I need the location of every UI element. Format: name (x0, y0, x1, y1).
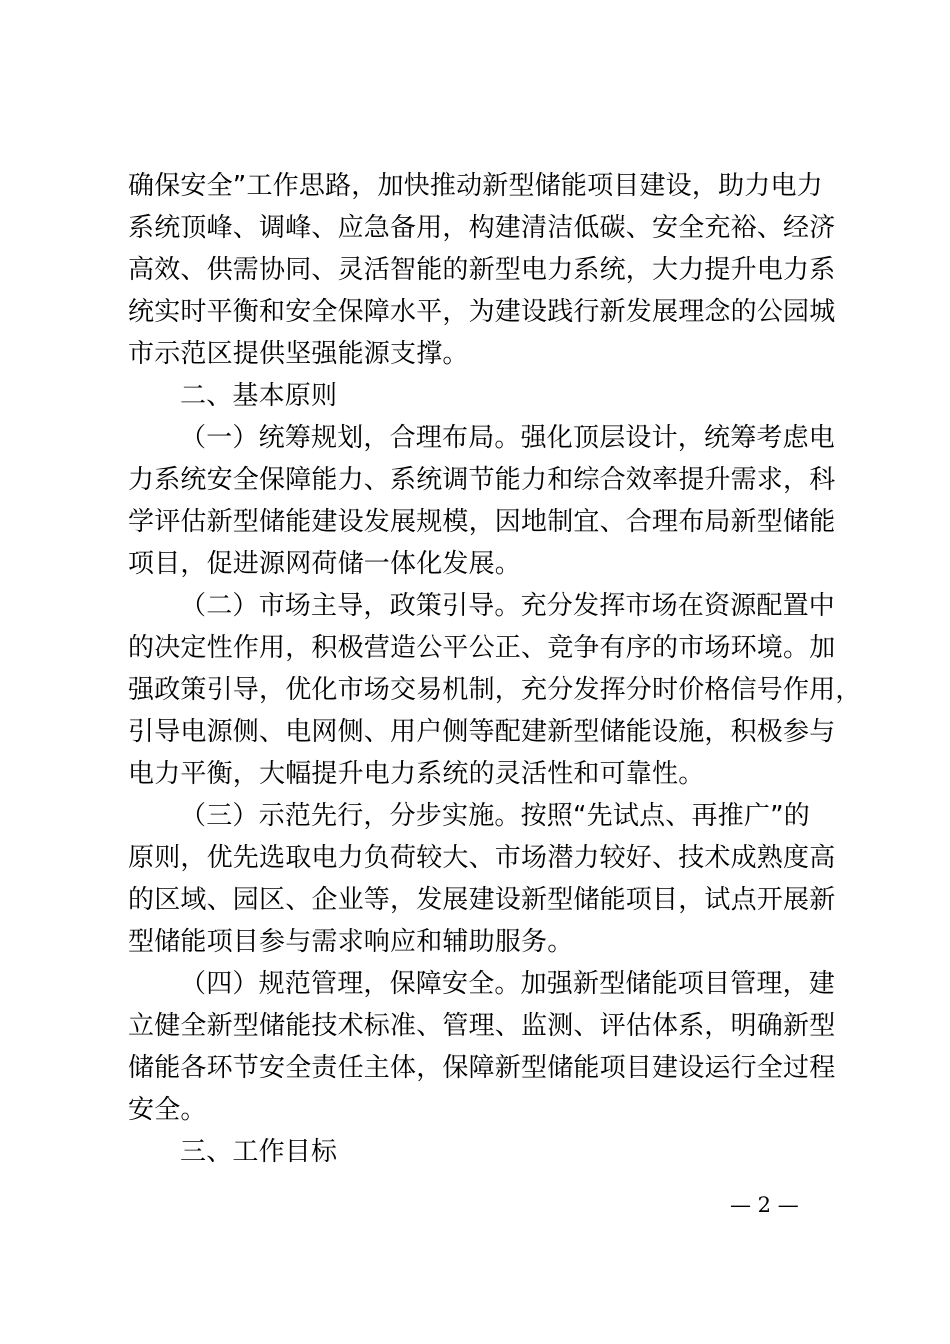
text-line: 系统顶峰、调峰、应急备用，构建清洁低碳、安全充裕、经济 (128, 213, 836, 243)
page-number: — 2 — (730, 1193, 799, 1217)
text-line: 型储能项目参与需求响应和辅助服务。 (128, 927, 574, 957)
text-line: 项目，促进源网荷储一体化发展。 (128, 549, 522, 579)
text-line: （二）市场主导，政策引导。充分发挥市场在资源配置中 (180, 591, 836, 621)
text-line: 力系统安全保障能力、系统调节能力和综合效率提升需求，科 (128, 465, 836, 495)
text-line: 确保安全”工作思路，加快推动新型储能项目建设，助力电力 (128, 171, 823, 201)
text-line: 强政策引导，优化市场交易机制，充分发挥分时价格信号作用， (128, 675, 862, 705)
section-heading-work-goals: 三、工作目标 (180, 1137, 338, 1167)
text-line: 原则，优先选取电力负荷较大、市场潜力较好、技术成熟度高 (128, 843, 836, 873)
text-line: （一）统筹规划，合理布局。强化顶层设计，统筹考虑电 (180, 423, 836, 453)
text-line: 市示范区提供坚强能源支撑。 (128, 339, 469, 369)
text-line: 统实时平衡和安全保障水平，为建设践行新发展理念的公园城 (128, 297, 836, 327)
text-line: 储能各环节安全责任主体，保障新型储能项目建设运行全过程 (128, 1053, 836, 1083)
text-line: 安全。 (128, 1095, 207, 1125)
text-line: 的区域、园区、企业等，发展建设新型储能项目，试点开展新 (128, 885, 836, 915)
section-heading-basic-principles: 二、基本原则 (180, 381, 338, 411)
text-line: （四）规范管理，保障安全。加强新型储能项目管理，建 (180, 969, 836, 999)
text-line: 学评估新型储能建设发展规模，因地制宜、合理布局新型储能 (128, 507, 836, 537)
text-line: （三）示范先行，分步实施。按照“先试点、再推广”的 (180, 801, 810, 831)
text-line: 引导电源侧、电网侧、用户侧等配建新型储能设施，积极参与 (128, 717, 836, 747)
text-line: 高效、供需协同、灵活智能的新型电力系统，大力提升电力系 (128, 255, 836, 285)
text-line: 的决定性作用，积极营造公平公正、竞争有序的市场环境。加 (128, 633, 836, 663)
text-line: 电力平衡，大幅提升电力系统的灵活性和可靠性。 (128, 759, 705, 789)
text-line: 立健全新型储能技术标准、管理、监测、评估体系，明确新型 (128, 1011, 836, 1041)
